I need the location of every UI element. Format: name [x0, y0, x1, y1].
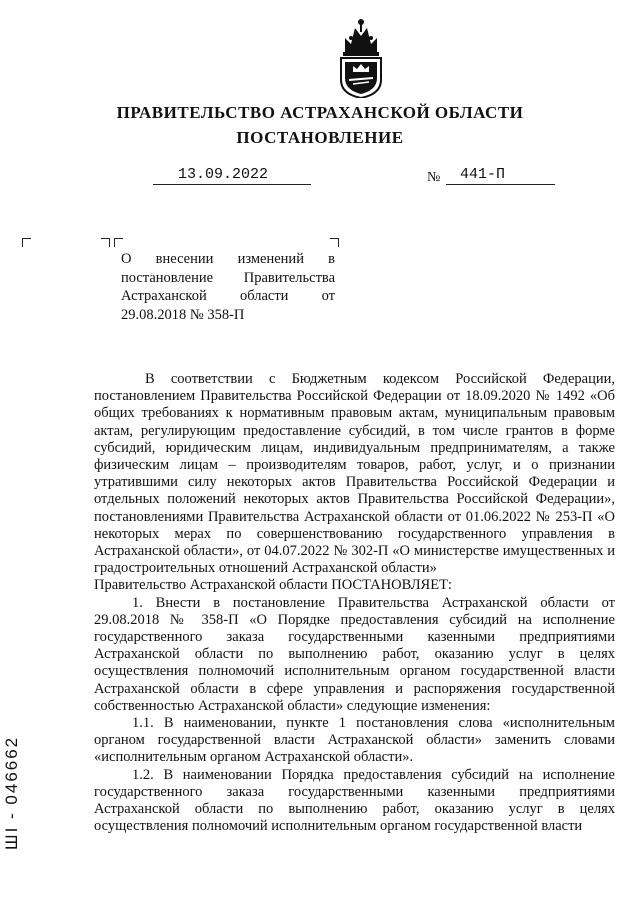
item-1-2-paragraph: 1.2. В наименовании Порядка предоставления субсидий на исполнение государственного заказа государственными казенными предприятиями Астраханской области по выполнению работ, оказанию услуг в целях осуществления полномочий исполнительным органом государственной власти: [94, 766, 615, 835]
organization-title: ПРАВИТЕЛЬСТВО АСТРАХАНСКОЙ ОБЛАСТИ: [116, 103, 524, 122]
document-subject: О внесении изменений в постановление Правительства Астраханской области от 29.08.2018 № 358-П: [121, 251, 335, 323]
decree-line: Правительство Астраханской области ПОСТАНОВЛЯЕТ:: [94, 577, 452, 594]
corner-mark: [330, 238, 339, 247]
date-underline: [153, 184, 311, 185]
item-1-1-paragraph: 1.1. В наименовании, пункте 1 постановления слова «исполнительным органом государственной власти Астраханской области» заменить словами «исполнительным органом Астраханской области».: [94, 715, 615, 766]
item-1-paragraph: 1. Внести в постановление Правительства Астраханской области от 29.08.2018 № 358-П «О Порядке предоставления субсидий на исполнение государственного заказа государственными казенными предприятиями Астраханской области по выполнению работ, оказанию услуг в целях осуществления полномочий исполнительным органом государственной власти Астраханской области в сфере управления и распоряжения государственной собственностью Астраханской области» следующие изменения:: [94, 594, 615, 714]
number-sign: №: [427, 170, 441, 185]
coat-of-arms-icon: [331, 14, 391, 98]
document-body: [94, 371, 615, 835]
document-date: 13.09.2022: [178, 166, 269, 183]
corner-mark: [114, 238, 123, 247]
corner-mark: [101, 238, 110, 247]
side-serial-stamp: ШI - 046662: [2, 735, 21, 850]
number-underline: [446, 184, 555, 185]
document-type: ПОСТАНОВЛЕНИЕ: [236, 128, 404, 147]
document-number: 441-П: [460, 166, 506, 183]
preamble-paragraph: В соответствии с Бюджетным кодексом Российской Федерации, постановлением Правительства Российской Федерации от 18.09.2020 № 1492 «Об общих требованиях к нормативным правовым актам, муниципальным правовым актам, регулирующим предоставление субсидий, в том числе грантов в форме субсидий, юридическим лицам, индивидуальным предпринимателям, а также физическим лицам – производителям товаров, работ, услуг, и о признании утратившими силу некоторых актов Правительства Российской Федерации и отдельных положений некоторых актов Правительства Российской Федерации», постановлениями Правительства Астраханской области от 01.06.2022 № 253-П «О некоторых мерах по совершенствованию государственного управления в Астраханской области», от 04.07.2022 № 302-П «О министерстве имущественных и градостроительных отношений Астраханской области»: [94, 371, 615, 577]
corner-mark: [22, 238, 31, 247]
